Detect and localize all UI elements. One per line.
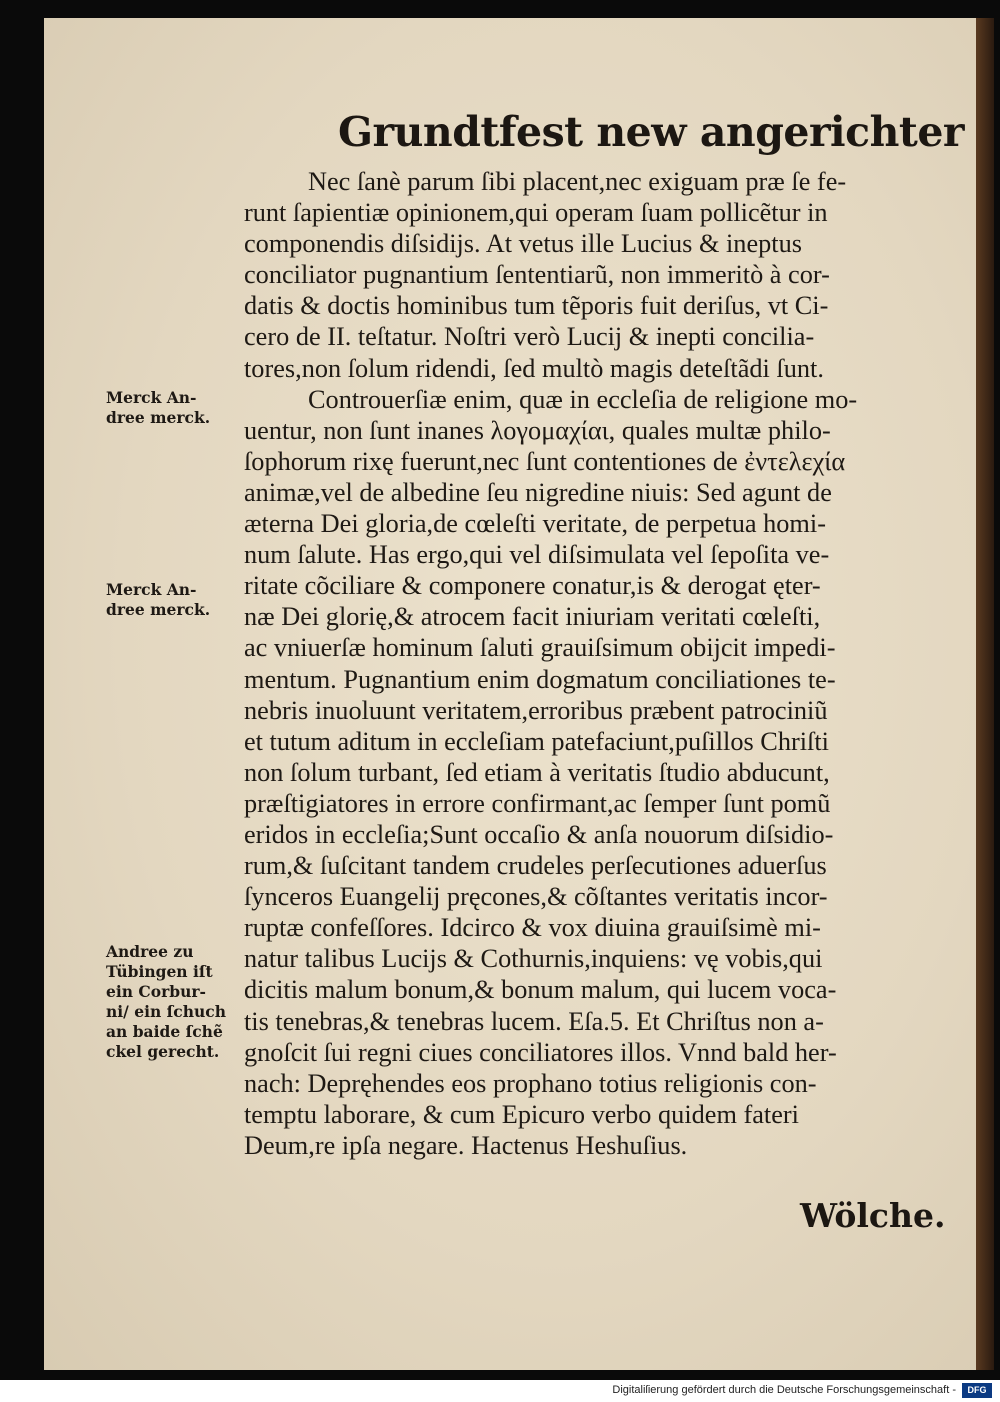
- text-line: nebris inuoluunt veritatem,erroribus præbent patrociniũ: [244, 695, 828, 725]
- text-line: æterna Dei gloria,de cœleſti veritate, de perpetua homi-: [244, 509, 826, 539]
- text-line: non ſolum turbant, ſed etiam à veritatis ſtudio abducunt,: [244, 757, 830, 787]
- text-line: ac vniuerſæ hominum ſaluti grauiſsimum obĳcit impedi-: [244, 633, 836, 663]
- text-line: ſynceros Euangelĳ pręcones,& cõſtantes veritatis incor-: [244, 882, 828, 912]
- margin-note-line: ckel gerecht.: [106, 1042, 220, 1061]
- text-line: eridos in eccleſia;Sunt occaſio & anſa nouorum diſsidio-: [244, 819, 834, 849]
- text-line: num ſalute. Has ergo,qui vel diſsimulata vel ſepoſita ve-: [244, 540, 830, 570]
- text-line: uentur, non ſunt inanes λογομαχίαι, quales multæ philo-: [244, 415, 831, 445]
- margin-note-line: Merck An-: [106, 580, 197, 599]
- text-line: mentum. Pugnantium enim dogmatum conciliationes te-: [244, 664, 836, 694]
- text-line: Controuerſiæ enim, quæ in eccleſia de religione mo-: [308, 384, 858, 414]
- footer-credit: Digitaliſierung gefördert durch die Deutsche Forschungsgemeinschaft -: [612, 1384, 956, 1396]
- main-text-block: [244, 166, 934, 1161]
- margin-note-line: ein Corbur-: [106, 982, 206, 1001]
- margin-note: [106, 580, 246, 620]
- text-line: cero de II. teſtatur. Noſtri verò Lucĳ & inepti concilia-: [244, 322, 815, 352]
- margin-note-line: ni/ ein ſchuch: [106, 1002, 226, 1021]
- margin-note-line: dree merck.: [106, 408, 211, 427]
- text-line: natur talibus Lucĳs & Cothurnis,inquiens: vę vobis,qui: [244, 944, 823, 974]
- text-line: ruptæ confeſſores. Idcirco & vox diuina grauiſsimè mi-: [244, 913, 821, 943]
- text-line: dicitis malum bonum,& bonum malum, qui lucem voca-: [244, 975, 837, 1005]
- margin-note-line: an baide ſchẽ: [106, 1022, 223, 1041]
- text-line: nach: Depręhendes eos prophano totius religionis con-: [244, 1068, 817, 1098]
- dfg-logo: DFG: [962, 1383, 992, 1398]
- text-line: Nec ſanè parum ſibi placent,nec exiguam præ ſe fe-: [308, 167, 847, 196]
- text-line: tis tenebras,& tenebras lucem. Eſa.5. Et Chriſtus non a-: [244, 1006, 824, 1036]
- margin-note: [106, 942, 246, 1062]
- footer-bar: [0, 1380, 1000, 1402]
- margin-note-line: Andree zu: [106, 942, 194, 961]
- text-line: rum,& ſuſcitant tandem crudeles perſecutiones aduerſus: [244, 851, 827, 881]
- text-line: tores,non ſolum ridendi, ſed multò magis deteſtãdi ſunt.: [244, 353, 824, 383]
- text-line: ſophorum rixę fuerunt,nec ſunt contentiones de ἐντελεχία: [244, 446, 846, 476]
- text-line: gnoſcit ſui regni ciues conciliatores illos. Vnnd bald her-: [244, 1037, 837, 1067]
- text-line: et tutum aditum in eccleſiam patefaciunt,puſillos Chriſti: [244, 726, 829, 756]
- text-line: Deum,re ipſa negare. Hactenus Heshuſius.: [244, 1130, 688, 1160]
- text-line: animæ,vel de albedine ſeu nigredine niuis: Sed agunt de: [244, 477, 832, 507]
- text-line: ritate cõciliare & componere conatur,is & derogat ęter-: [244, 571, 821, 601]
- text-line: datis & doctis hominibus tum tẽporis fuit deriſus, vt Ci-: [244, 291, 829, 321]
- page-edge: [976, 18, 994, 1370]
- text-line: præſtigiatores in errore confirmant,ac ſemper ſunt pomũ: [244, 788, 831, 818]
- text-line: runt ſapientiæ opinionem,qui operam ſuam pollicẽtur in: [244, 198, 828, 228]
- margin-note-line: Merck An-: [106, 388, 197, 407]
- margin-note-line: Tübingen iſt: [106, 962, 213, 981]
- running-title: Grundtfest new angerichter: [338, 108, 965, 156]
- text-line: componendis diſsidĳs. At vetus ille Lucius & ineptus: [244, 229, 802, 259]
- margin-note: [106, 388, 246, 428]
- text-line: temptu laborare, & cum Epicuro verbo quidem fateri: [244, 1099, 799, 1129]
- text-line: næ Dei glorię,& atrocem facit iniuriam veritati cœleſti,: [244, 602, 821, 632]
- text-line: conciliator pugnantium ſententiarũ, non immeritò à cor-: [244, 260, 830, 290]
- catchword: Wölche.: [800, 1196, 946, 1235]
- margin-note-line: dree merck.: [106, 600, 211, 619]
